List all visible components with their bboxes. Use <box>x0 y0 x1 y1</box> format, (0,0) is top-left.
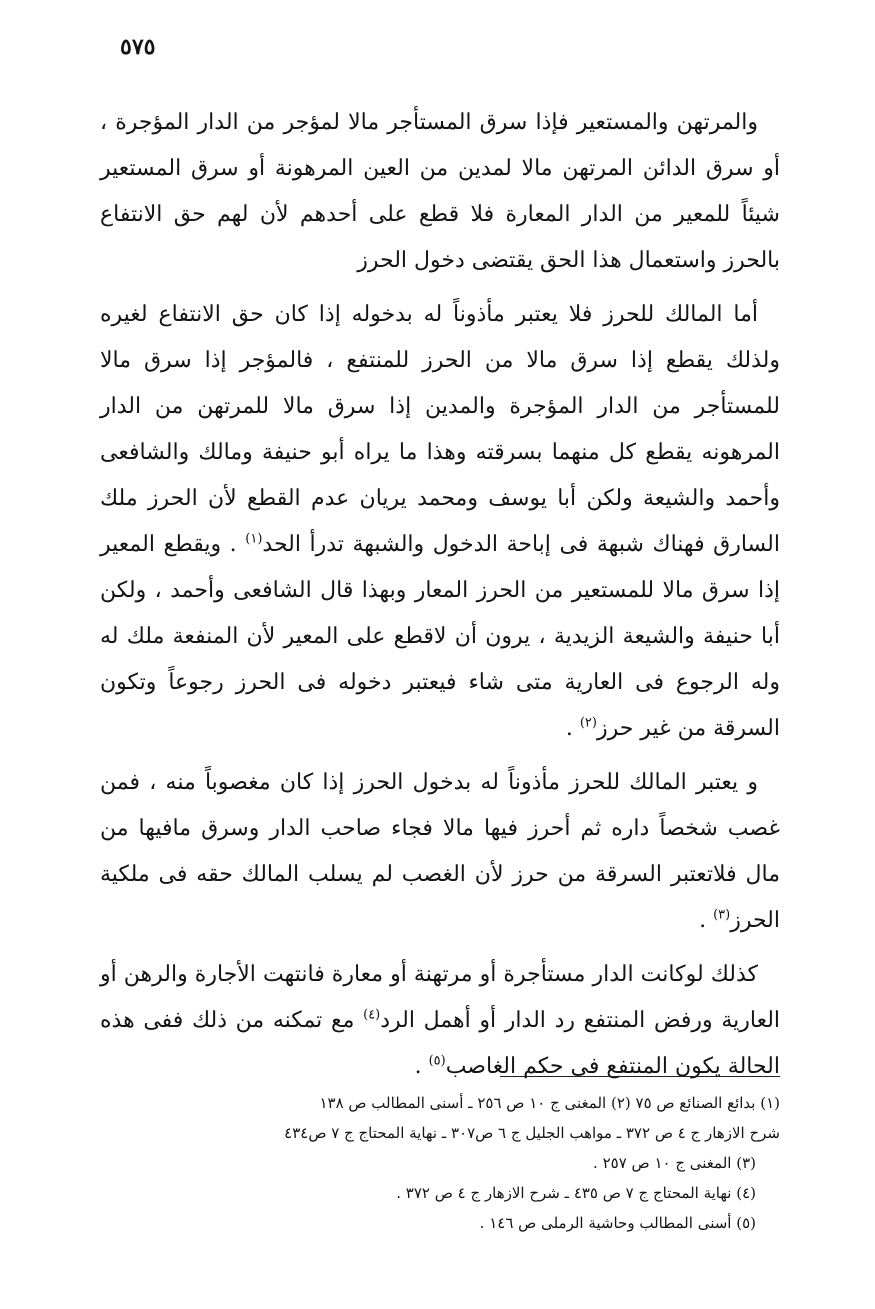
footnote-line: (٣) المغنى ج ١٠ ص ٢٥٧ . <box>593 1154 756 1172</box>
footnotes <box>100 1088 780 1238</box>
footnote-ref-5[interactable]: (٥) <box>428 1053 446 1069</box>
footnote-line: شرح الازهار ج ٤ ص ٣٧٢ ـ مواهب الجليل ج ٦ ص٣٠٧ ـ نهاية المحتاج ج ٧ ص٤٣٤ <box>284 1124 780 1142</box>
paragraph-text: . <box>565 716 580 741</box>
main-text <box>100 100 780 1090</box>
paragraph-text: . <box>699 908 714 933</box>
footnote-line: (١) بدائع الصنائع ص ٧٥ (٢) المغنى ج ١٠ ص ٢٥٦ ـ أسنى المطالب ص ١٣٨ <box>319 1094 780 1112</box>
footnote-line: (٤) نهاية المحتاج ج ٧ ص ٤٣٥ ـ شرح الازهار ج ٤ ص ٣٧٢ . <box>396 1184 756 1202</box>
paragraph-4 <box>100 952 780 1090</box>
footnote-ref-1[interactable]: (١) <box>245 531 263 547</box>
paragraph-text: والمرتهن والمستعير فإذا سرق المستأجر مالا لمؤجر من الدار المؤجرة ، أو سرق الدائن المرتهن مالا لمدين من العين المرهونة أو سرق المستعير شيئاً للمعير من الدار المعارة فلا قطع على أحدهم لأن لهم حق الانتفاع بالحرز واستعمال هذا الحق يقتضى دخول الحرز <box>100 110 780 273</box>
footnote-ref-4[interactable]: (٤) <box>363 1007 381 1023</box>
paragraph-text: كذلك لوكانت الدار مستأجرة أو مرتهنة أو معارة فانتهت الأجارة والرهن أو العارية ورفض المنتفع رد الدار أو أهمل الرد <box>100 962 781 1033</box>
paragraph-text: و يعتبر المالك للحرز مأذوناً له بدخول الحرز إذا كان مغصوباً منه ، فمن غصب شخصاً داره ثم أحرز فيها مالا فجاء صاحب الدار وسرق مافيها من مال فلاتعتبر السرقة من حرز لأن الغصب لم يسلب المالك حقه فى ملكية الحرز <box>100 770 780 933</box>
paragraph-1 <box>100 100 780 284</box>
paragraph-2 <box>100 292 780 752</box>
paragraph-text: . <box>414 1054 429 1079</box>
footnote-divider <box>500 1076 780 1077</box>
paragraph-3 <box>100 760 780 944</box>
page-number: ٥٧٥ <box>120 34 156 60</box>
footnote-ref-3[interactable]: (٣) <box>713 907 731 923</box>
footnote-line: (٥) أسنى المطالب وحاشية الرملى ص ١٤٦ . <box>479 1214 756 1232</box>
paragraph-text: أما المالك للحرز فلا يعتبر مأذوناً له بدخوله إذا كان حق الانتفاع لغيره ولذلك يقطع إذا سرق مالا من الحرز للمنتفع ، فالمؤجر إذا سرق مالا للمستأجر من الدار المؤجرة والمدين إذا سرق مالا للمرتهن من الدار المرهونه يقطع كل منهما بسرقته وهذا ما يراه أبو حنيفة ومالك والشافعى وأحمد والشيعة ولكن أبا يوسف ومحمد يريان عدم القطع لأن الحرز ملك السارق فهناك شبهة فى إباحة الدخول والشبهة تدرأ الحد <box>100 302 780 557</box>
paragraph-text: . ويقطع المعير إذا سرق مالا للمستعير من الحرز المعار وبهذا قال الشافعى وأحمد ، ولكن أبا حنيفة والشيعة الزيدية ، يرون أن لاقطع على المعير لأن المنفعة ملك له وله الرجوع فى العارية متى شاء فيعتبر دخوله فى الحرز رجوعاً وتكون السرقة من غير حرز <box>100 532 780 741</box>
footnote-ref-2[interactable]: (٢) <box>579 715 597 731</box>
paragraph-text: مع تمكنه من ذلك ففى هذه الحالة يكون المنتفع فى حكم الغاصب <box>100 1008 780 1079</box>
